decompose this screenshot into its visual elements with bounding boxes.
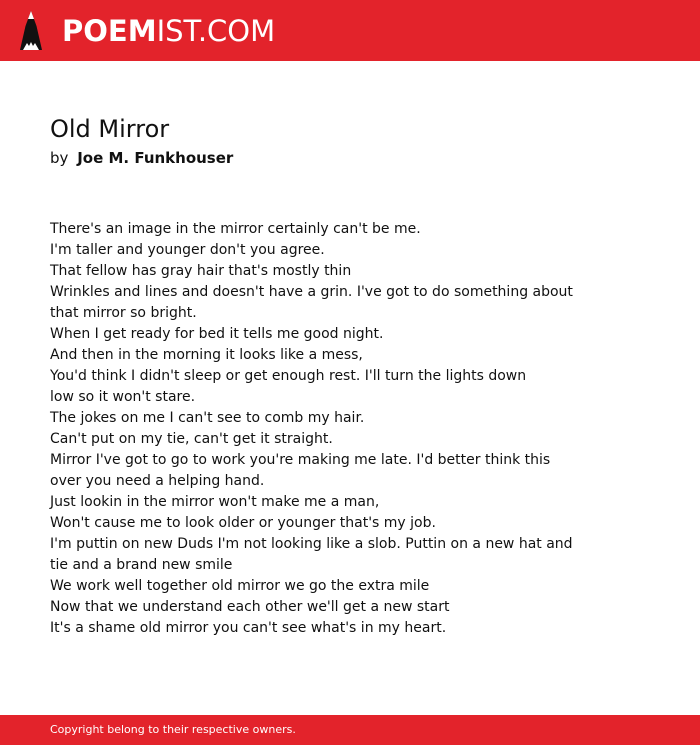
poem-line: That fellow has gray hair that's mostly thin	[50, 263, 352, 279]
poem-line: over you need a helping hand.	[50, 473, 265, 489]
by-label: by	[50, 149, 69, 167]
site-footer	[0, 715, 700, 745]
poem-line: Won't cause me to look older or younger that's my job.	[50, 515, 436, 531]
poem-line: tie and a brand new smile	[50, 557, 233, 573]
site-header	[0, 0, 700, 61]
poem-line: You'd think I didn't sleep or get enough rest. I'll turn the lights down	[50, 368, 527, 384]
poem-line: that mirror so bright.	[50, 305, 197, 321]
site-logo[interactable]	[18, 10, 275, 52]
footer-copyright: Copyright belong to their respective owners.	[50, 723, 296, 736]
poem-line: When I get ready for bed it tells me good night.	[50, 326, 384, 342]
poem-line: Mirror I've got to go to work you're making me late. I'd better think this	[50, 452, 551, 468]
poem-line: I'm puttin on new Duds I'm not looking like a slob. Puttin on a new hat and	[50, 536, 573, 552]
poem-line: Just lookin in the mirror won't make me a man,	[50, 494, 380, 510]
poem-line: We work well together old mirror we go the extra mile	[50, 578, 430, 594]
poem-line: It's a shame old mirror you can't see what's in my heart.	[50, 620, 447, 636]
poem-line: The jokes on me I can't see to comb my hair.	[50, 410, 365, 426]
poem-line: And then in the morning it looks like a mess,	[50, 347, 363, 363]
poem-line: low so it won't stare.	[50, 389, 196, 405]
logo-text-light: IST.COM	[156, 14, 276, 48]
poem-line: Now that we understand each other we'll get a new start	[50, 599, 450, 615]
poem-body	[50, 219, 573, 639]
poem-line: There's an image in the mirror certainly can't be me.	[50, 221, 421, 237]
poem-line: I'm taller and younger don't you agree.	[50, 242, 325, 258]
poem-author[interactable]: Joe M. Funkhouser	[77, 149, 234, 167]
poem-title: Old Mirror	[50, 115, 170, 143]
logo-text-bold: POEM	[62, 14, 157, 48]
poem-line: Can't put on my tie, can't get it straight.	[50, 431, 333, 447]
poem-line: Wrinkles and lines and doesn't have a grin. I've got to do something about	[50, 284, 573, 300]
poem-byline	[50, 149, 233, 167]
site-logo-text	[62, 10, 275, 52]
pencil-icon	[18, 10, 44, 52]
